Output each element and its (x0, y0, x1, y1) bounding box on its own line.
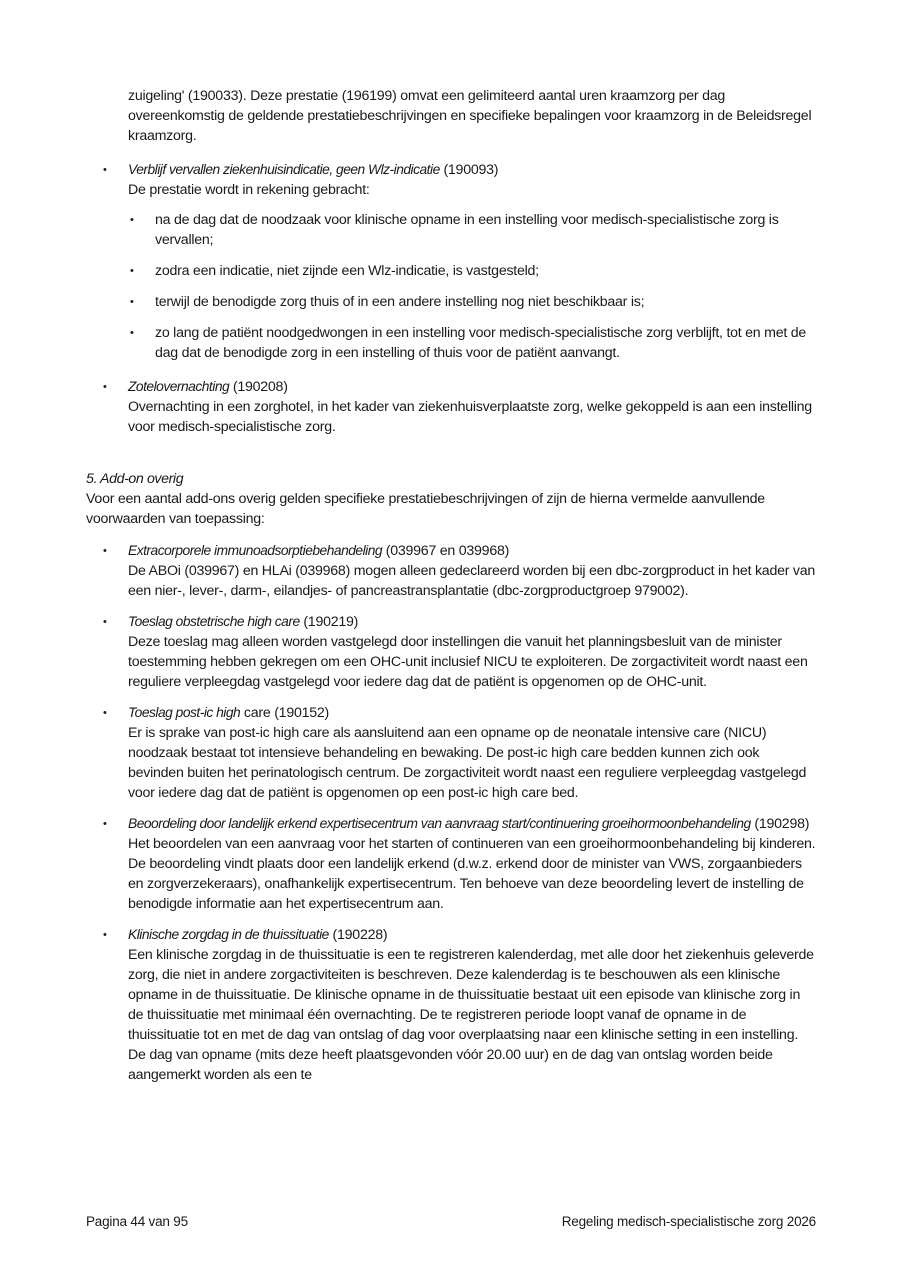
document-title: Regeling medisch-specialistische zorg 2026 (561, 1214, 816, 1229)
list-item-groeihormoon-beoordeling (86, 814, 816, 914)
sub-list-item (128, 292, 816, 312)
section-heading: 5. Add-on overig (86, 471, 184, 487)
section-add-on-overig (86, 469, 816, 529)
item-code: care (190152) (240, 705, 329, 721)
item-code: (190093) (439, 162, 499, 178)
section-intro: Voor een aantal add-ons overig gelden specifieke prestatiebeschrijvingen of zijn de hierna vermelde aanvullende voorwaarden van toepassing: (86, 491, 765, 527)
item-body: Het beoordelen van een aanvraag voor het starten of continueren van een groeihormoonbehandeling bij kinderen. De beoordeling vindt plaats door een landelijk erkend (d.w.z. erkend door de minister van VWS, zorgaanbieders en zorgverzekeraars), onafhankelijk expertisecentrum. Ten behoeve van deze beoordeling levert de instelling de benodigde informatie aan het expertisecentrum aan. (128, 836, 816, 912)
continuation-paragraph: zuigeling' (190033). Deze prestatie (196199) omvat een gelimiteerd aantal uren kraamzorg per dag overeenkomstig de geldende prestatiebeschrijvingen en specifieke bepalingen voor kraamzorg in de Beleidsregel kraamzorg. (128, 88, 812, 144)
item-title (128, 377, 816, 397)
list-item-verblijf (86, 160, 816, 363)
bullet-icon: • (103, 616, 107, 628)
bullet-icon: • (103, 818, 107, 830)
bullet-icon: • (103, 164, 107, 176)
bullet-icon: • (130, 327, 134, 339)
item-title-italic: Verblijf vervallen ziekenhuisindicatie, geen Wlz-indicatie (128, 162, 440, 177)
item-body: De ABOi (039967) en HLAi (039968) mogen alleen gedeclareerd worden bij een dbc-zorgproduct in het kader van een nier-, lever-, darm-, eilandjes- of pancreastransplantatie (dbc-zorgproductgroep 979002). (128, 563, 816, 599)
sub-item-text: terwijl de benodigde zorg thuis of in een andere instelling nog niet beschikbaar is; (155, 294, 645, 310)
item-code: (190228) (328, 927, 388, 943)
list-item-post-ic-high-care (86, 703, 816, 803)
sub-list (128, 210, 816, 363)
item-title (128, 925, 816, 945)
prestatie-list-top (86, 160, 816, 437)
item-code: (190208) (229, 379, 288, 395)
item-title-italic: Klinische zorgdag in de thuissituatie (128, 927, 329, 942)
bullet-icon: • (130, 296, 134, 308)
sub-item-text: na de dag dat de noodzaak voor klinische opname in een instelling voor medisch-specialistische zorg is vervallen; (155, 212, 779, 248)
page-content (86, 86, 816, 1085)
list-item-zotelovernachting (86, 377, 816, 437)
bullet-icon: • (130, 214, 134, 226)
list-item-klinische-zorgdag-thuis (86, 925, 816, 1085)
item-title (128, 703, 816, 723)
bullet-icon: • (130, 265, 134, 277)
item-title-italic: Toeslag obstetrische high care (128, 614, 300, 629)
prestatie-list-section (86, 541, 816, 1085)
item-title-italic: Extracorporele immunoadsorptiebehandeling (128, 543, 383, 558)
bullet-icon: • (103, 381, 107, 393)
sub-list-item (128, 323, 816, 363)
bullet-icon: • (103, 707, 107, 719)
item-body: Een klinische zorgdag in de thuissituatie is een te registreren kalenderdag, met alle door het ziekenhuis geleverde zorg, die niet in andere zorgactiviteiten is beschreven. Deze kalenderdag is te beschouwen als een klinische opname in de thuissituatie. De klinische opname in de thuissituatie bestaat uit een episode van klinische zorg in de thuissituatie met minimaal één overnachting. De te registreren periode loopt vanaf de opname in de thuissituatie tot en met de dag van ontslag of dag voor overplaatsing naar een klinische setting in een instelling. De dag van opname (mits deze heeft plaatsgevonden vóór 20.00 uur) en de dag van ontslag worden beide aangemerkt worden als een te (128, 947, 814, 1083)
item-title (128, 541, 816, 561)
sub-list-item (128, 210, 816, 250)
item-body: Deze toeslag mag alleen worden vastgelegd door instellingen die vanuit het planningsbesluit van de minister toestemming hebben gekregen om een OHC-unit inclusief NICU te exploiteren. De zorgactiviteit wordt naast een reguliere verpleegdag vastgelegd voor iedere dag dat de patiënt is opgenomen op de OHC-unit. (128, 634, 808, 690)
bullet-icon: • (103, 929, 107, 941)
item-title-italic: Zotelovernachting (128, 379, 230, 394)
item-title-italic: Toeslag post-ic high (128, 705, 241, 720)
sub-list-item (128, 261, 816, 281)
list-item-obstetrische-high-care (86, 612, 816, 692)
item-title (128, 160, 816, 180)
page-number: Pagina 44 van 95 (86, 1214, 188, 1229)
list-item-extracorporele (86, 541, 816, 601)
item-title (128, 612, 816, 632)
item-code: (190298) (750, 816, 810, 832)
item-title (128, 814, 816, 834)
bullet-icon: • (103, 545, 107, 557)
item-title-italic: Beoordeling door landelijk erkend expertisecentrum van aanvraag start/continuering groeihormoonbehandeling (128, 816, 751, 831)
page-footer (86, 1212, 816, 1232)
sub-item-text: zodra een indicatie, niet zijnde een Wlz-indicatie, is vastgesteld; (155, 263, 539, 279)
item-body: Er is sprake van post-ic high care als aansluitend aan een opname op de neonatale intensive care (NICU) noodzaak bestaat tot intensieve behandeling en bewaking. De post-ic high care bedden kunnen zich ook bevinden buiten het perinatologisch centrum. De zorgactiviteit wordt naast een reguliere verpleegdag vastgelegd voor iedere dag dat de patiënt is opgenomen op een post-ic high care bed. (128, 725, 807, 801)
item-code: (039967 en 039968) (382, 543, 510, 559)
item-code: (190219) (299, 614, 359, 630)
item-body: Overnachting in een zorghotel, in het kader van ziekenhuisverplaatste zorg, welke gekoppeld is aan een instelling voor medisch-specialistische zorg. (128, 399, 812, 435)
sub-item-text: zo lang de patiënt noodgedwongen in een instelling voor medisch-specialistische zorg verblijft, tot en met de dag dat de benodigde zorg in een instelling of thuis voor de patiënt aanvangt. (155, 325, 806, 361)
item-body: De prestatie wordt in rekening gebracht: (128, 182, 370, 198)
